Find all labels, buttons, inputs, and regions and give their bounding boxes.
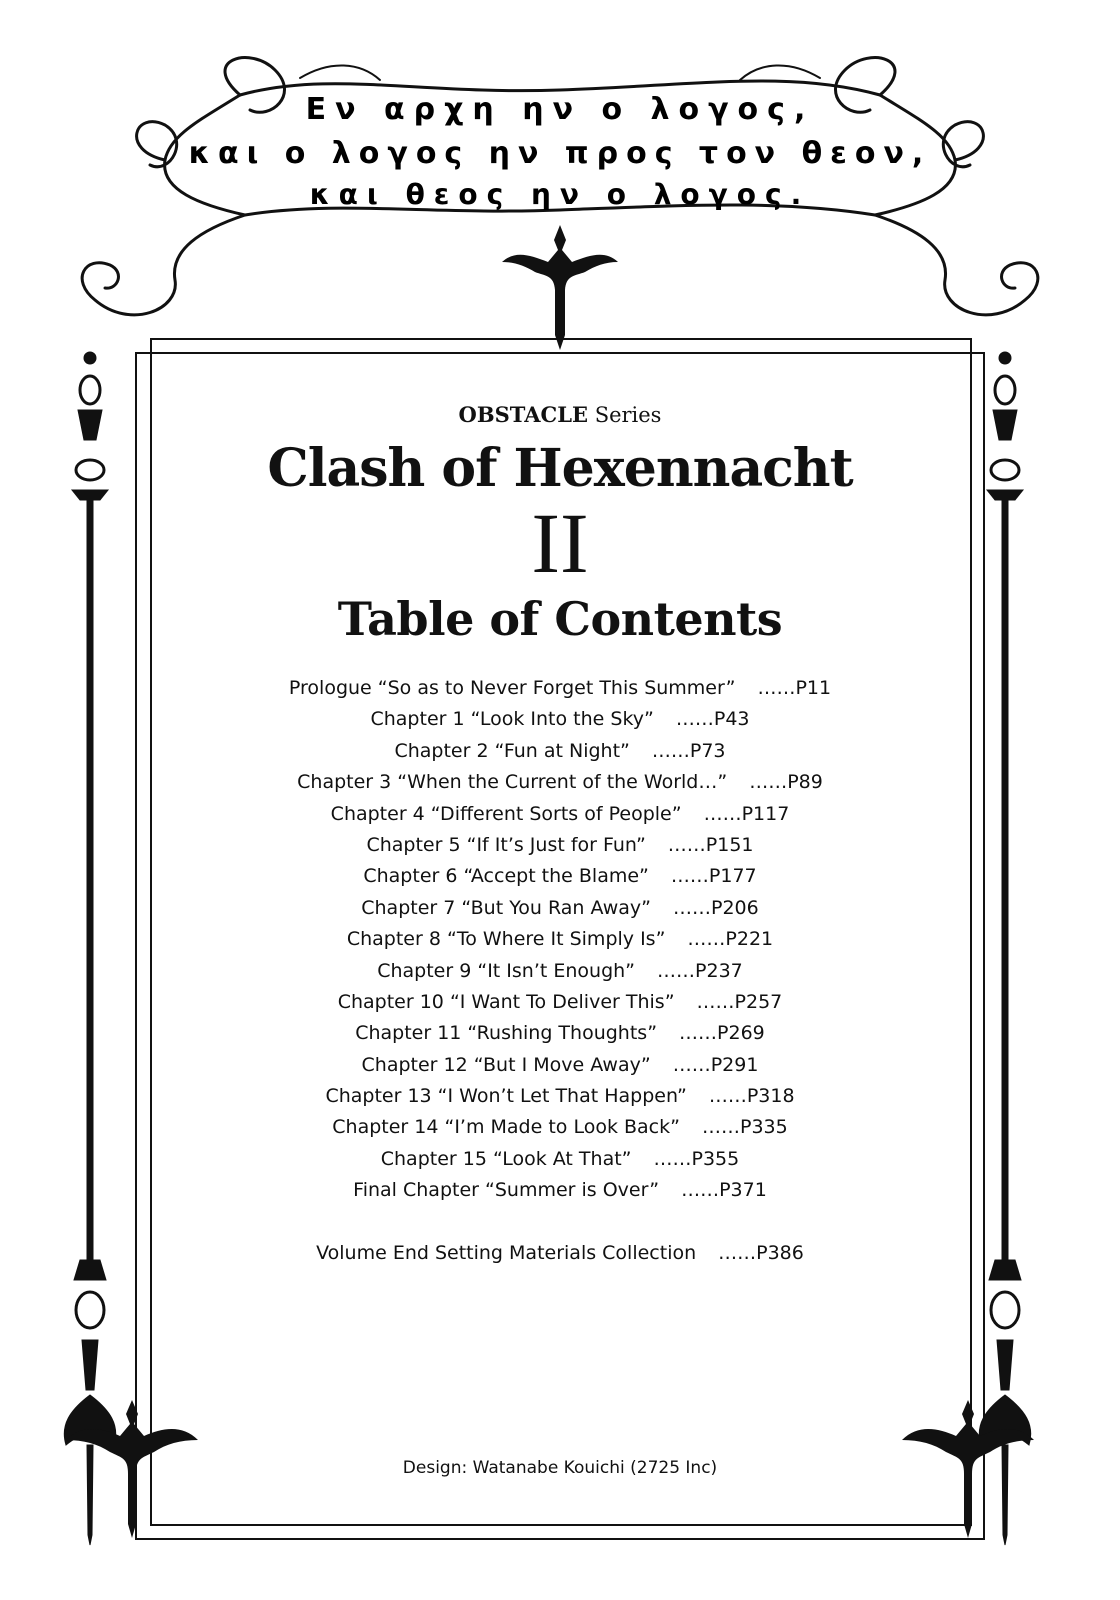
toc-entry-title: Chapter 1 “Look Into the Sky”	[370, 708, 654, 731]
candlestick-pillar-icon	[975, 350, 1035, 1550]
toc-entry-page: ……P73	[651, 739, 726, 762]
toc-entry-title: Chapter 10 “I Want To Deliver This”	[337, 990, 675, 1013]
toc-entry-title: Volume End Setting Materials Collection	[316, 1242, 697, 1265]
toc-entry	[150, 1018, 970, 1049]
toc-entry-title: Chapter 11 “Rushing Thoughts”	[355, 1022, 658, 1045]
toc-entry-page: ……P206	[673, 896, 759, 919]
toc-entry	[150, 830, 970, 861]
candlestick-pillar-icon	[60, 350, 120, 1550]
greek-verse-line-3: και θεος ην ο λογος.	[309, 178, 811, 211]
toc-entry-page: ……P318	[708, 1085, 795, 1108]
series-suffix: Series	[594, 403, 662, 427]
toc-entry-title: Final Chapter “Summer is Over”	[353, 1179, 660, 1202]
volume-numeral: II	[531, 495, 589, 591]
toc-entry-page: ……P43	[675, 708, 750, 731]
toc-entry	[150, 736, 970, 767]
toc-entry-title: Chapter 6 “Accept the Blame”	[363, 865, 649, 888]
ornamental-cross-icon	[502, 225, 618, 350]
toc-entry	[150, 956, 970, 987]
toc-entry-page: ……P257	[696, 990, 783, 1013]
toc-entry	[150, 1144, 970, 1175]
toc-entry-page: ……P386	[718, 1242, 804, 1265]
toc-entry-page: ……P371	[681, 1179, 767, 1202]
toc-entry-page: ……P11	[757, 677, 832, 699]
toc-entry-title: Prologue “So as to Never Forget This Summer”	[288, 677, 736, 699]
design-credit: Design: Watanabe Kouichi (2725 Inc)	[402, 1458, 718, 1478]
toc-entry	[150, 924, 970, 955]
toc-entry-title: Chapter 5 “If It’s Just for Fun”	[366, 833, 646, 856]
toc-entry-title: Chapter 9 “It Isn’t Enough”	[377, 959, 636, 982]
toc-entry	[150, 1175, 970, 1206]
toc-appendix-entry	[150, 1238, 970, 1269]
toc-entry	[150, 1081, 970, 1112]
toc-entry	[150, 767, 970, 798]
toc-heading: Table of Contents	[337, 592, 783, 646]
toc-entry-title: Chapter 7 “But You Ran Away”	[361, 896, 651, 919]
toc-entry	[150, 673, 970, 704]
toc-entry-page: ……P89	[749, 771, 823, 794]
toc-entry-page: ……P177	[670, 865, 757, 888]
toc-entry-page: ……P269	[679, 1022, 765, 1045]
greek-verse-line-1: Εν αρχη ην ο λογος,	[305, 92, 815, 127]
toc-entry-page: ……P237	[657, 959, 743, 982]
toc-spacer	[150, 1207, 970, 1238]
toc-entry	[150, 987, 970, 1018]
series-label	[150, 402, 970, 427]
book-title: Clash of Hexennacht	[267, 438, 853, 499]
toc-entry-title: Chapter 12 “But I Move Away”	[361, 1053, 651, 1076]
toc-list	[150, 673, 970, 1269]
toc-entry	[150, 1112, 970, 1143]
toc-entry-title: Chapter 8 “To Where It Simply Is”	[346, 928, 666, 951]
toc-entry	[150, 1050, 970, 1081]
series-name: OBSTACLE	[458, 402, 588, 427]
greek-verse-line-2: και ο λογος ην προς τον θεον,	[188, 136, 932, 171]
toc-entry-title: Chapter 15 “Look At That”	[380, 1147, 632, 1170]
toc-entry	[150, 704, 970, 735]
toc-entry-page: ……P221	[687, 928, 774, 951]
toc-entry-page: ……P335	[701, 1116, 788, 1139]
toc-entry	[150, 799, 970, 830]
toc-entry-title: Chapter 2 “Fun at Night”	[394, 739, 630, 762]
toc-entry-title: Chapter 3 “When the Current of the World…”	[297, 771, 728, 794]
toc-entry-page: ……P291	[672, 1053, 759, 1076]
toc-entry-page: ……P117	[703, 802, 790, 825]
toc-entry-page: ……P151	[667, 833, 754, 856]
toc-entry-title: Chapter 13 “I Won’t Let That Happen”	[325, 1085, 687, 1108]
toc-entry	[150, 861, 970, 892]
toc-entry	[150, 893, 970, 924]
toc-entry-title: Chapter 4 “Different Sorts of People”	[330, 802, 682, 825]
toc-entry-title: Chapter 14 “I’m Made to Look Back”	[332, 1116, 680, 1139]
toc-entry-page: ……P355	[653, 1147, 740, 1170]
